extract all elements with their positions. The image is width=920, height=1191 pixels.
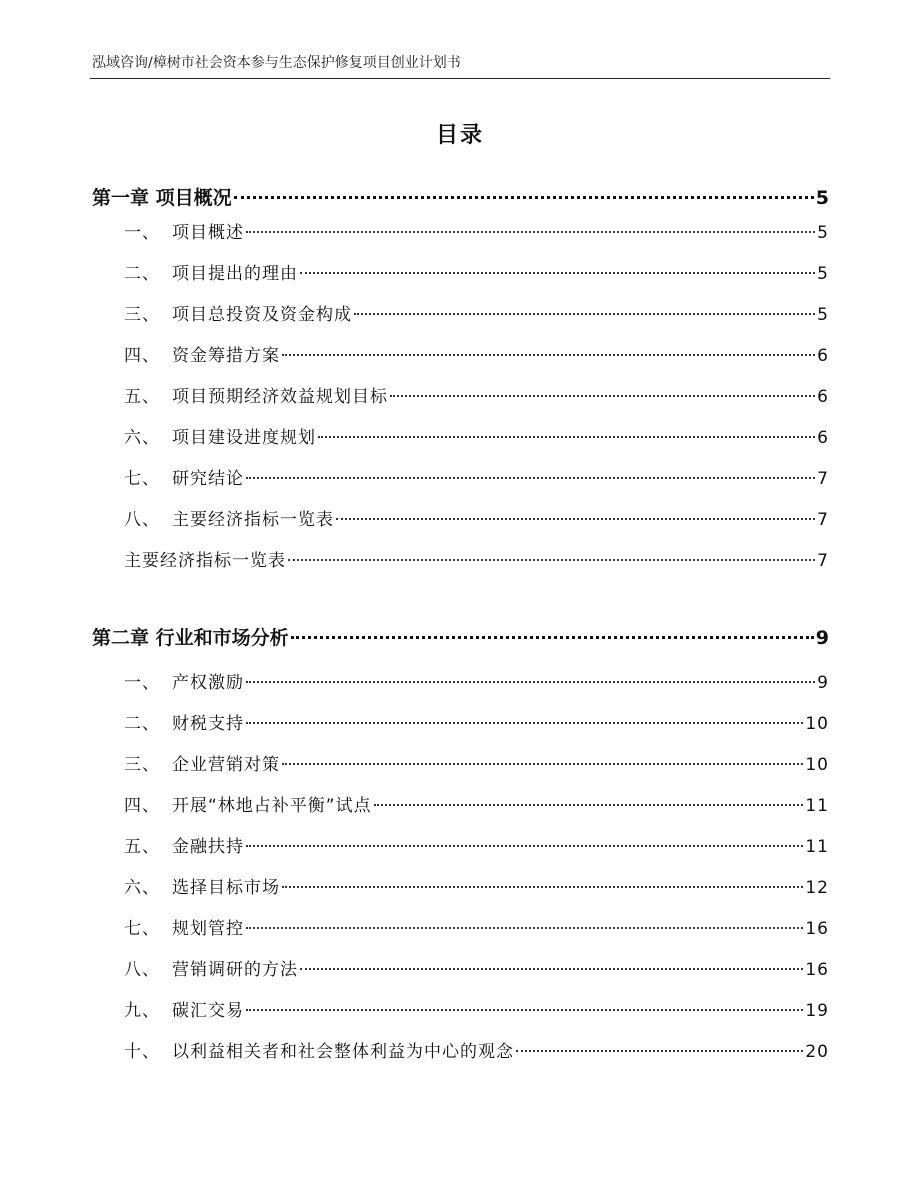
toc-entry-number: 七、 — [124, 469, 160, 489]
toc-leader-dots — [300, 968, 803, 970]
toc-title: 目录 — [435, 123, 484, 148]
toc-page-number: 5 — [815, 187, 829, 209]
toc-leader-dots — [390, 395, 815, 397]
toc-page-number: 16 — [805, 919, 829, 939]
toc-leader-dots — [336, 518, 815, 520]
toc-leader-dots — [374, 804, 804, 806]
toc-leader-dots — [246, 722, 803, 724]
toc-entry-table[interactable] — [124, 546, 829, 571]
toc-leader-dots — [246, 1009, 803, 1011]
page-header: 泓域咨询/樟树市社会资本参与生态保护修复项目创业计划书 — [92, 55, 461, 71]
toc-entry-label: 主要经济指标一览表 — [172, 510, 334, 530]
toc-entry-number: 一、 — [124, 673, 160, 693]
toc-leader-dots — [300, 272, 815, 274]
toc-page-number: 7 — [817, 551, 829, 571]
toc-entry-number: 五、 — [124, 837, 160, 857]
toc-entry-number: 六、 — [124, 428, 160, 448]
toc-entry[interactable] — [124, 382, 829, 407]
toc-chapter-label: 第二章 行业和市场分析 — [92, 627, 289, 649]
toc-leader-dots — [516, 1050, 803, 1052]
toc-page-number: 9 — [817, 673, 829, 693]
toc-entry-number: 八、 — [124, 510, 160, 530]
toc-entry[interactable] — [124, 955, 829, 980]
header-rule — [90, 78, 830, 79]
toc-entry-number: 四、 — [124, 796, 160, 816]
toc-entry-number: 三、 — [124, 305, 160, 325]
toc-entry-number: 四、 — [124, 346, 160, 366]
toc-leader-dots — [354, 313, 815, 315]
toc-page-number: 19 — [805, 1001, 829, 1021]
toc-leader-dots — [246, 927, 803, 929]
toc-entry-number: 八、 — [124, 960, 160, 980]
toc-entry-label: 选择目标市场 — [172, 878, 280, 898]
toc-page-number: 9 — [815, 627, 829, 649]
toc-page-number: 6 — [817, 387, 829, 407]
toc-entry-label: 项目预期经济效益规划目标 — [172, 387, 388, 407]
toc-entry[interactable] — [124, 259, 829, 284]
toc-leader-dots — [246, 477, 815, 479]
toc-page-number: 12 — [805, 878, 829, 898]
toc-page-number: 6 — [817, 428, 829, 448]
toc-entry[interactable] — [124, 914, 829, 939]
toc-leader-dots — [246, 845, 803, 847]
toc-entry[interactable] — [124, 341, 829, 366]
toc-page-number: 7 — [817, 469, 829, 489]
toc-page-number: 11 — [805, 796, 829, 816]
toc-entry-number: 二、 — [124, 264, 160, 284]
toc-entry[interactable] — [124, 668, 829, 693]
toc-page-number: 11 — [805, 837, 829, 857]
toc-entry[interactable] — [124, 709, 829, 734]
toc-entry-label: 资金筹措方案 — [172, 346, 280, 366]
toc-entry-label: 财税支持 — [172, 714, 244, 734]
toc-leader-dots — [291, 636, 814, 639]
toc-entry[interactable] — [124, 873, 829, 898]
toc-entry[interactable] — [124, 791, 829, 816]
toc-entry-number: 三、 — [124, 755, 160, 775]
toc-entry-label: 金融扶持 — [172, 837, 244, 857]
toc-entry-label: 项目概述 — [172, 223, 244, 243]
toc-page-number: 10 — [805, 755, 829, 775]
toc-entry-number: 五、 — [124, 387, 160, 407]
toc-entry-label: 开展“林地占补平衡”试点 — [172, 796, 372, 816]
toc-entry-label: 项目总投资及资金构成 — [172, 305, 352, 325]
toc-entry-label: 研究结论 — [172, 469, 244, 489]
toc-leader-dots — [282, 354, 815, 356]
toc-page-number: 6 — [817, 346, 829, 366]
toc-page-number: 10 — [805, 714, 829, 734]
toc-entry[interactable] — [124, 218, 829, 243]
toc-entry-number: 二、 — [124, 714, 160, 734]
toc-page-number: 20 — [805, 1042, 829, 1062]
toc-page-number: 7 — [817, 510, 829, 530]
toc-entry[interactable] — [124, 423, 829, 448]
toc-entry-label: 营销调研的方法 — [172, 960, 298, 980]
toc-entry-label: 企业营销对策 — [172, 755, 280, 775]
toc-entry-number: 一、 — [124, 223, 160, 243]
toc-entry[interactable] — [124, 505, 829, 530]
toc-entry-number: 七、 — [124, 919, 160, 939]
toc-leader-dots — [246, 231, 815, 233]
toc-page-number: 5 — [817, 264, 829, 284]
toc-leader-dots — [288, 559, 815, 561]
toc-chapter-2[interactable] — [92, 623, 829, 650]
toc-chapter-1[interactable] — [92, 183, 829, 210]
toc-entry[interactable] — [124, 832, 829, 857]
toc-entry[interactable] — [124, 1037, 829, 1062]
toc-leader-dots — [318, 436, 815, 438]
toc-entry-label: 规划管控 — [172, 919, 244, 939]
toc-page-number: 16 — [805, 960, 829, 980]
toc-entry-label: 项目建设进度规划 — [172, 428, 316, 448]
toc-entry[interactable] — [124, 300, 829, 325]
toc-entry-label: 项目提出的理由 — [172, 264, 298, 284]
toc-chapter-label: 第一章 项目概况 — [92, 187, 232, 209]
toc-leader-dots — [234, 196, 814, 199]
toc-page-number: 5 — [817, 305, 829, 325]
toc-entry[interactable] — [124, 996, 829, 1021]
toc-leader-dots — [282, 763, 803, 765]
toc-entry-number: 六、 — [124, 878, 160, 898]
toc-entry-number: 九、 — [124, 1001, 160, 1021]
toc-entry-label: 碳汇交易 — [172, 1001, 244, 1021]
toc-leader-dots — [282, 886, 803, 888]
toc-entry[interactable] — [124, 750, 829, 775]
toc-entry-label: 产权激励 — [172, 673, 244, 693]
toc-leader-dots — [246, 681, 815, 683]
toc-entry-number: 十、 — [124, 1042, 160, 1062]
toc-entry-label: 以利益相关者和社会整体利益为中心的观念 — [172, 1042, 514, 1062]
toc-entry[interactable] — [124, 464, 829, 489]
toc-entry-label: 主要经济指标一览表 — [124, 551, 286, 571]
toc-page-number: 5 — [817, 223, 829, 243]
